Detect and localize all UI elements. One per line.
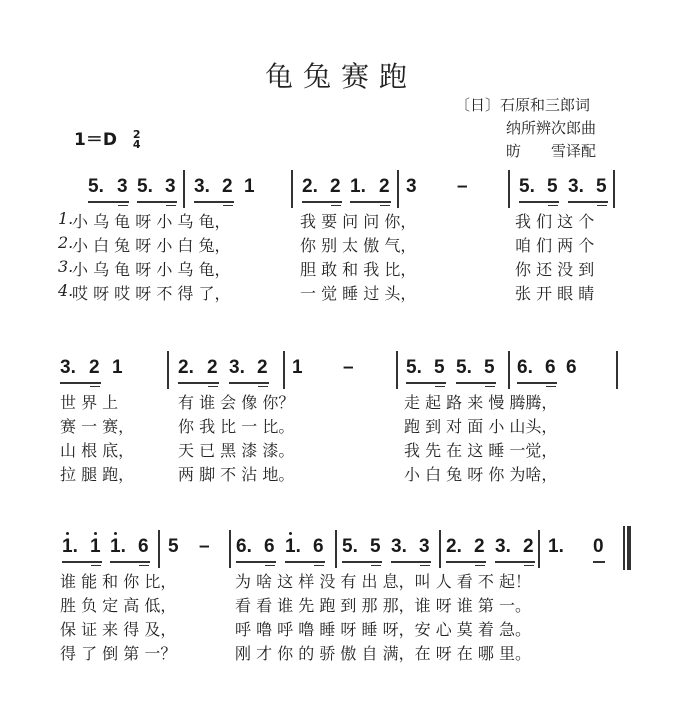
jianpu-note: 5. xyxy=(137,176,153,197)
barline xyxy=(616,351,618,389)
lyric-verse-1 xyxy=(0,209,682,231)
lyric-phrase: 保 证 来 得 及， xyxy=(60,620,177,639)
jianpu-note: 5 xyxy=(434,357,445,378)
eighth-beam xyxy=(137,201,177,203)
sixteenth-beam xyxy=(475,565,485,566)
jianpu-note: 2 xyxy=(222,176,233,197)
jianpu-note: 0 xyxy=(593,536,604,557)
eighth-beam xyxy=(110,561,150,563)
jianpu-note: 3. xyxy=(60,357,76,378)
sixteenth-beam xyxy=(166,205,176,206)
sixteenth-beam xyxy=(435,386,445,387)
eighth-beam xyxy=(62,561,102,563)
jianpu-note: 1 xyxy=(244,176,255,197)
lyric-verse-4 xyxy=(0,641,682,663)
lyric-phrase: 有 谁 会 像 你？ xyxy=(178,393,295,412)
barline xyxy=(538,530,540,568)
jianpu-note: 2. xyxy=(178,357,194,378)
jianpu-note: 2 xyxy=(330,176,341,197)
key-signature xyxy=(74,125,141,150)
eighth-beam xyxy=(517,382,557,384)
jianpu-note: 1. xyxy=(548,536,564,557)
sixteenth-beam xyxy=(139,565,149,566)
jianpu-note: 3. xyxy=(194,176,210,197)
jianpu-note: 6 xyxy=(264,536,275,557)
jianpu-note: 5 xyxy=(596,176,607,197)
sixteenth-beam xyxy=(90,386,100,387)
jianpu-note: 2 xyxy=(207,357,218,378)
barline xyxy=(183,170,185,208)
song-title: 龟兔赛跑 xyxy=(264,60,417,93)
jianpu-note: 5. xyxy=(342,536,358,557)
lyric-verse-1 xyxy=(0,569,682,591)
sixteenth-beam xyxy=(265,565,275,566)
jianpu-note: 3. xyxy=(568,176,584,197)
barline xyxy=(508,170,510,208)
lyric-phrase: 呼 噜 呼 噜 睡 呀 睡 呀，安 心 莫 着 急。 xyxy=(235,620,531,639)
jianpu-note: – xyxy=(199,536,210,557)
barline xyxy=(439,530,441,568)
lyric-phrase: 为 啥 这 样 没 有 出 息，叫 人 看 不 起！ xyxy=(235,572,531,591)
jianpu-note: 3 xyxy=(165,176,176,197)
lyric-phrase: 刚 才 你 的 骄 傲 自 满，在 呀 在 哪 里。 xyxy=(235,644,531,663)
jianpu-note: 5 xyxy=(370,536,381,557)
key-label: 1＝D xyxy=(74,130,117,150)
jianpu-note: 2. xyxy=(446,536,462,557)
jianpu-note: 5. xyxy=(519,176,535,197)
time-numerator: 2 xyxy=(132,128,141,141)
sixteenth-beam xyxy=(118,205,128,206)
jianpu-note: 6 xyxy=(566,357,577,378)
lyric-verse-2 xyxy=(0,233,682,255)
lyric-phrase: 天 已 黑 漆 漆。 xyxy=(178,441,295,460)
sixteenth-beam xyxy=(208,386,218,387)
sixteenth-beam xyxy=(380,205,390,206)
eighth-beam xyxy=(342,561,382,563)
jianpu-note: – xyxy=(343,357,354,378)
time-signature xyxy=(133,130,141,150)
barline xyxy=(167,351,169,389)
verse-number: 4. xyxy=(58,281,74,300)
lyric-phrase: 得 了 倒 第 一？ xyxy=(60,644,177,663)
high-octave-dot xyxy=(94,532,97,535)
barline xyxy=(335,530,337,568)
jianpu-note: 2 xyxy=(379,176,390,197)
lyric-verse-1 xyxy=(0,390,682,412)
lyric-phrase: 拉 腿 跑， xyxy=(60,465,135,484)
final-barline-thin xyxy=(623,526,625,570)
lyric-phrase: 小 乌 龟 呀 小 乌 龟， xyxy=(72,212,231,231)
jianpu-note: 3 xyxy=(406,176,417,197)
eighth-beam xyxy=(456,382,496,384)
verse-number: 2. xyxy=(58,233,74,252)
lyric-phrase: 咱 们 两 个 xyxy=(515,236,595,255)
sixteenth-beam xyxy=(371,565,381,566)
time-denominator: 4 xyxy=(132,138,141,151)
lyric-verse-3 xyxy=(0,257,682,279)
rest-beam xyxy=(593,561,605,563)
lyric-phrase: 谁 能 和 你 比， xyxy=(60,572,177,591)
jianpu-note: 6. xyxy=(517,357,533,378)
jianpu-note: 5. xyxy=(406,357,422,378)
sixteenth-beam xyxy=(314,565,324,566)
lyric-verse-2 xyxy=(0,593,682,615)
lyric-phrase: 我 要 问 问 你， xyxy=(300,212,417,231)
lyric-phrase: 你 别 太 傲 气， xyxy=(300,236,417,255)
lyric-phrase: 小 乌 龟 呀 小 乌 龟， xyxy=(72,260,231,279)
sixteenth-beam xyxy=(91,565,101,566)
sixteenth-beam xyxy=(331,205,341,206)
lyric-verse-4 xyxy=(0,462,682,484)
jianpu-note: 1. xyxy=(62,536,78,557)
composer-credit: 纳所辨次郎曲 xyxy=(506,119,597,137)
jianpu-note: 5 xyxy=(484,357,495,378)
eighth-beam xyxy=(194,201,234,203)
final-barline-thick xyxy=(627,526,631,570)
lyric-phrase: 世 界 上 xyxy=(60,393,119,412)
jianpu-note: 1. xyxy=(285,536,301,557)
lyric-verse-2 xyxy=(0,414,682,436)
lyric-phrase: 张 开 眼 睛 xyxy=(515,284,595,303)
eighth-beam xyxy=(60,382,101,384)
sixteenth-beam xyxy=(485,386,495,387)
eighth-beam xyxy=(302,201,342,203)
jianpu-note: 6. xyxy=(236,536,252,557)
eighth-beam xyxy=(446,561,486,563)
eighth-beam xyxy=(519,201,559,203)
verse-number: 3. xyxy=(58,257,74,276)
eighth-beam xyxy=(350,201,391,203)
lyric-phrase: 胜 负 定 高 低， xyxy=(60,596,177,615)
jianpu-note: 6 xyxy=(545,357,556,378)
lyric-phrase: 胆 敢 和 我 比， xyxy=(300,260,417,279)
high-octave-dot xyxy=(66,532,69,535)
lyric-phrase: 小 白 兔 呀 小 白 兔， xyxy=(72,236,231,255)
lyric-verse-4 xyxy=(0,281,682,303)
lyric-phrase: 你 我 比 一 比。 xyxy=(178,417,295,436)
lyric-phrase: 看 看 谁 先 跑 到 那 那，谁 呀 谁 第 一。 xyxy=(235,596,531,615)
high-octave-dot xyxy=(289,532,292,535)
jianpu-note: 1 xyxy=(292,357,303,378)
sixteenth-beam xyxy=(258,386,268,387)
jianpu-note: 2. xyxy=(302,176,318,197)
barline xyxy=(397,170,399,208)
jianpu-note: 1. xyxy=(350,176,366,197)
sixteenth-beam xyxy=(546,386,556,387)
translator-credit: 昉 雪译配 xyxy=(506,142,597,160)
lyric-phrase: 小 白 兔 呀 你 为啥， xyxy=(404,465,558,484)
jianpu-note: 2 xyxy=(474,536,485,557)
jianpu-note: 6 xyxy=(138,536,149,557)
high-octave-dot xyxy=(114,532,117,535)
lyric-phrase: 两 脚 不 沾 地。 xyxy=(178,465,295,484)
eighth-beam xyxy=(178,382,219,384)
lyric-verse-3 xyxy=(0,617,682,639)
jianpu-note: 3. xyxy=(495,536,511,557)
eighth-beam xyxy=(406,382,446,384)
eighth-beam xyxy=(285,561,325,563)
lyric-phrase: 你 还 没 到 xyxy=(515,260,595,279)
jianpu-note: – xyxy=(457,176,468,197)
eighth-beam xyxy=(391,561,431,563)
lyric-phrase: 一 觉 睡 过 头， xyxy=(300,284,417,303)
barline xyxy=(613,170,615,208)
lyric-phrase: 哎 呀 哎 呀 不 得 了， xyxy=(72,284,231,303)
eighth-beam xyxy=(236,561,276,563)
jianpu-note: 1. xyxy=(110,536,126,557)
eighth-beam xyxy=(88,201,129,203)
lyricist-credit: 〔日〕石原和三郎词 xyxy=(455,96,591,114)
lyric-phrase: 山 根 底， xyxy=(60,441,135,460)
barline xyxy=(283,351,285,389)
lyric-phrase: 我 先 在 这 睡 一觉， xyxy=(404,441,558,460)
jianpu-note: 2 xyxy=(257,357,268,378)
jianpu-note: 3. xyxy=(229,357,245,378)
jianpu-note: 2 xyxy=(523,536,534,557)
eighth-beam xyxy=(495,561,535,563)
sixteenth-beam xyxy=(548,205,558,206)
eighth-beam xyxy=(568,201,608,203)
jianpu-note: 6 xyxy=(313,536,324,557)
barline xyxy=(229,530,231,568)
jianpu-note: 3 xyxy=(117,176,128,197)
verse-number: 1. xyxy=(58,209,74,228)
lyric-phrase: 走 起 路 来 慢 腾腾， xyxy=(404,393,558,412)
lyric-verse-3 xyxy=(0,438,682,460)
sixteenth-beam xyxy=(223,205,233,206)
eighth-beam xyxy=(229,382,269,384)
barline xyxy=(508,351,510,389)
sixteenth-beam xyxy=(420,565,430,566)
barline xyxy=(291,170,293,208)
lyric-phrase: 赛 一 赛， xyxy=(60,417,135,436)
jianpu-note: 2 xyxy=(89,357,100,378)
sixteenth-beam xyxy=(597,205,607,206)
jianpu-note: 1 xyxy=(90,536,101,557)
lyric-phrase: 跑 到 对 面 小 山头， xyxy=(404,417,558,436)
jianpu-note: 5. xyxy=(456,357,472,378)
jianpu-note: 5. xyxy=(88,176,104,197)
jianpu-note: 3 xyxy=(419,536,430,557)
jianpu-note: 1 xyxy=(112,357,123,378)
jianpu-note: 5 xyxy=(168,536,179,557)
sixteenth-beam xyxy=(524,565,534,566)
barline xyxy=(158,530,160,568)
barline xyxy=(396,351,398,389)
jianpu-note: 5 xyxy=(547,176,558,197)
lyric-phrase: 我 们 这 个 xyxy=(515,212,595,231)
jianpu-note: 3. xyxy=(391,536,407,557)
